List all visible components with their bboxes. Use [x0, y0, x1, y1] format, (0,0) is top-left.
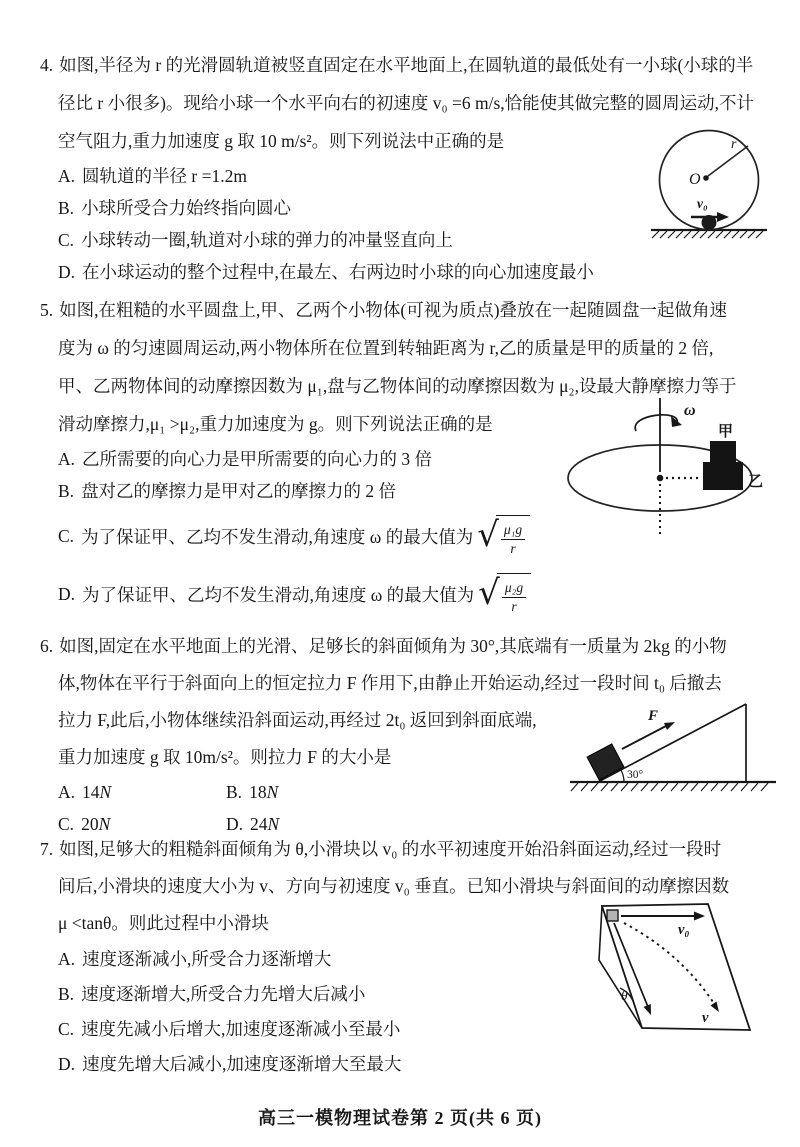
radius-line [708, 146, 748, 176]
option-text: 速度先增大后减小,加速度逐渐增大至最大 [82, 1054, 402, 1074]
angle-arc [621, 770, 624, 782]
stem-text: 如图,在粗糙的水平圆盘上,甲、乙两个小物体(可视为质点)叠放在一起随圆盘一起做角速 [59, 300, 728, 320]
stem-line: 间后,小滑块的速度大小为 v、方向与初速度 v₀ 垂直。已知小滑块与斜面间的动摩擦因数 [58, 876, 730, 896]
sqrt-formula [478, 573, 531, 614]
force-arrowhead [664, 722, 675, 730]
omega-label: ω [684, 402, 696, 419]
q7-incline-trajectory-diagram [578, 896, 770, 1074]
option-b [226, 776, 394, 808]
option-d [40, 565, 776, 623]
angle-label: 30° [627, 769, 644, 781]
option-label: B. [58, 984, 75, 1004]
stem-line: 体,物体在平行于斜面向上的恒定拉力 F 作用下,由静止开始运动,经过一段时间 t₀ 后撤去 [58, 673, 722, 693]
question-number: 7. [40, 839, 54, 859]
radius-label: r [731, 137, 737, 152]
block [587, 744, 624, 780]
block-jia [710, 441, 736, 462]
center-label: O [689, 171, 701, 188]
formula-denominator: r [510, 541, 516, 556]
option-label: D. [58, 583, 76, 604]
stem-line: 滑动摩擦力,μ₁ >μ₂,重力加速度为 g。则下列说法正确的是 [58, 414, 493, 434]
option-label: A. [58, 166, 76, 186]
force-label: F [648, 708, 659, 724]
option-value: 18 [249, 782, 267, 802]
stem-text: 如图,固定在水平地面上的光滑、足够长的斜面倾角为 30°,其底端有一质量为 2kg 的小物 [59, 636, 727, 656]
incline-hypotenuse [598, 704, 746, 782]
option-label: C. [58, 525, 75, 546]
stem-line [40, 291, 776, 329]
option-label: A. [58, 449, 76, 469]
center-dot [703, 175, 709, 181]
jia-label: 甲 [718, 424, 734, 440]
option-label: D. [58, 262, 76, 282]
option-text: 乙所需要的向心力是甲所需要的向心力的 3 倍 [82, 449, 433, 469]
stem-line: 拉力 F,此后,小物体继续沿斜面运动,再经过 2t₀ 返回到斜面底端, [58, 710, 537, 730]
option-label: A. [58, 949, 76, 969]
option-text: 盘对乙的摩擦力是甲对乙的摩擦力的 2 倍 [81, 481, 397, 501]
option-d [40, 256, 776, 288]
rotation-arrow [635, 415, 677, 431]
v0-arrowhead [717, 212, 729, 222]
option-unit: N [99, 782, 112, 802]
formula-numerator: μ₁g [501, 522, 525, 540]
circular-track [660, 131, 759, 230]
option-label: C. [58, 814, 75, 834]
option-value: 20 [81, 814, 99, 834]
v-label: v [702, 1010, 709, 1026]
option-text: 速度先减小后增大,加速度逐渐减小至最小 [81, 1019, 401, 1039]
stem-line: 径比 r 小很多)。现给小球一个水平向右的初速度 v₀ =6 m/s,恰能使其做完整的圆周运动,不计 [58, 93, 755, 113]
q5-turntable-diagram [560, 396, 778, 544]
option-text: 在小球运动的整个过程中,在最左、右两边时小球的向心加速度最小 [82, 262, 594, 282]
theta-label: θ [621, 988, 628, 1003]
option-label: B. [58, 481, 75, 501]
formula-numerator: μ₂g [502, 580, 526, 598]
option-unit: N [266, 782, 279, 802]
v0-label: v₀ [678, 922, 690, 938]
option-label: D. [226, 814, 244, 834]
sqrt-formula [477, 515, 530, 556]
stem-line: 甲、乙两物体间的动摩擦因数为 μ₁,盘与乙物体间的动摩擦因数为 μ₂,设最大静摩擦力等于 [58, 376, 737, 396]
axis-dot [657, 475, 664, 482]
option-text: 小球转动一圈,轨道对小球的弹力的冲量竖直向上 [81, 230, 453, 250]
question-number: 4. [40, 55, 54, 75]
option-label: C. [58, 230, 75, 250]
option-label: C. [58, 1019, 75, 1039]
option-text: 为了保证甲、乙均不发生滑动,角速度 ω 的最大值为 [81, 526, 474, 547]
force-arrow [622, 726, 666, 749]
option-a [58, 776, 226, 808]
block-yi [703, 462, 743, 490]
option-value: 24 [250, 814, 268, 834]
slider-block [607, 910, 618, 921]
option-text: 圆轨道的半径 r =1.2m [82, 166, 247, 186]
q4-circular-track-diagram [645, 124, 773, 246]
stem-text: 如图,足够大的粗糙斜面倾角为 θ,小滑块以 v₀ 的水平初速度开始沿斜面运动,经过一段时 [59, 839, 722, 859]
stem-line: 空气阻力,重力加速度 g 取 10 m/s²。则下列说法中正确的是 [58, 131, 505, 151]
v0-label: v₀ [697, 196, 708, 211]
yi-label: 乙 [748, 474, 764, 490]
option-label: B. [58, 198, 75, 218]
question-number: 5. [40, 300, 54, 320]
ground-hatching [571, 783, 768, 791]
option-label: B. [226, 782, 243, 802]
stem-line [40, 46, 776, 84]
ground-hatching [652, 231, 763, 238]
option-label: D. [58, 1054, 76, 1074]
sqrt-icon: √ [478, 573, 500, 613]
option-unit: N [267, 814, 280, 834]
option-text: 小球所受合力始终指向圆心 [81, 198, 292, 218]
stem-line [40, 831, 776, 868]
q6-incline-diagram [568, 694, 780, 796]
option-text: 速度逐渐增大,所受合力先增大后减小 [81, 984, 366, 1004]
option-text: 为了保证甲、乙均不发生滑动,角速度 ω 的最大值为 [82, 584, 475, 605]
stem-text: 如图,半径为 r 的光滑圆轨道被竖直固定在水平地面上,在圆轨道的最低处有一小球(小球的半 [59, 55, 754, 75]
option-value: 14 [82, 782, 100, 802]
formula-denominator: r [511, 599, 517, 614]
option-label: A. [58, 782, 76, 802]
sqrt-icon: √ [477, 515, 499, 555]
stem-line: μ <tanθ。则此过程中小滑块 [58, 913, 269, 933]
ball [702, 215, 717, 230]
option-text: 速度逐渐减小,所受合力逐渐增大 [82, 949, 332, 969]
page-footer: 高三一模物理试卷第 2 页(共 6 页) [258, 1108, 542, 1128]
stem-line: 重力加速度 g 取 10m/s²。则拉力 F 的大小是 [58, 747, 392, 767]
stem-line [40, 628, 776, 665]
question-number: 6. [40, 636, 54, 656]
stem-line: 度为 ω 的匀速圆周运动,两小物体所在位置到转轴距离为 r,乙的质量是甲的质量的 2 倍, [58, 338, 714, 358]
option-unit: N [98, 814, 111, 834]
